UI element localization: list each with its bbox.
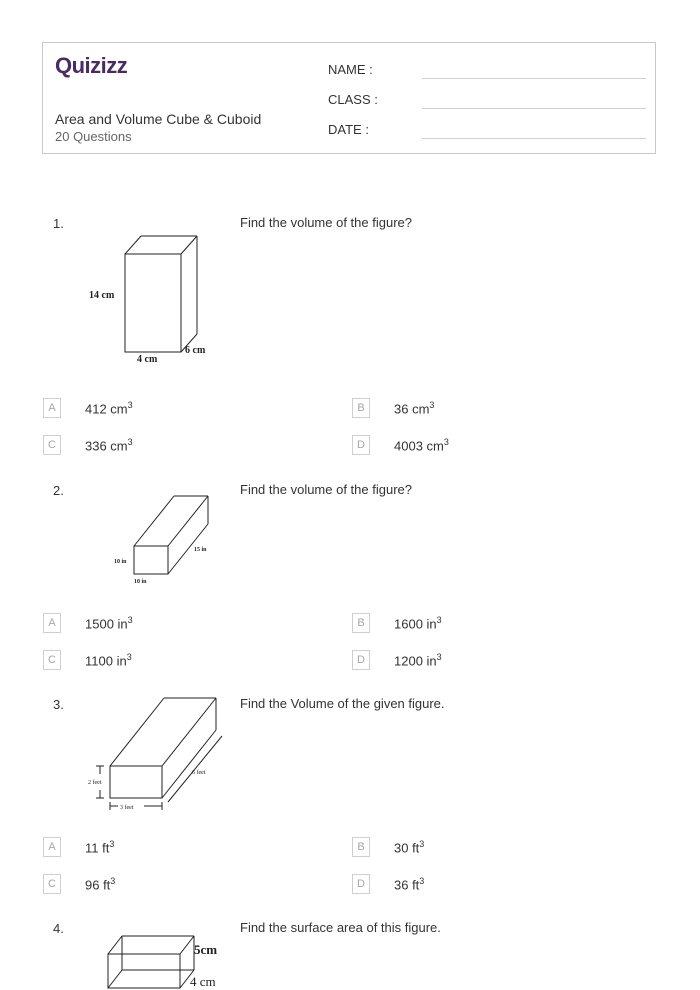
q2-width-label: 10 in <box>134 579 147 585</box>
question-3-option-d[interactable] <box>352 874 424 894</box>
q2-height-label: 10 in <box>114 559 127 565</box>
name-label: NAME : <box>328 62 373 77</box>
question-4-figure <box>100 928 230 990</box>
option-value: 336 $cm^3$ <box>85 436 133 454</box>
option-value: 4003 $cm^3$ <box>394 436 449 454</box>
question-1-option-a[interactable] <box>43 398 133 418</box>
question-3-option-c[interactable] <box>43 874 115 894</box>
class-label: CLASS : <box>328 92 378 107</box>
q1-depth-label: 6 cm <box>185 345 206 356</box>
option-value: 1200 $in^3$ <box>394 651 442 669</box>
quizizz-logo: Quizizz <box>55 53 128 78</box>
q4-height-label: 5cm <box>194 942 218 957</box>
question-1-figure <box>85 228 225 370</box>
question-1-option-d[interactable] <box>352 435 449 455</box>
q3-width-label: 3 feet <box>120 805 134 811</box>
option-letter: D <box>352 874 370 894</box>
q3-length-label: 6 feet <box>192 770 206 776</box>
question-3-number: 3. <box>53 697 64 712</box>
question-2-option-b[interactable] <box>352 613 442 633</box>
q1-height-label: 14 cm <box>89 290 115 301</box>
question-4-text: Find the surface area of this figure. <box>240 920 441 935</box>
question-count: 20 Questions <box>55 129 132 144</box>
option-letter: B <box>352 398 370 418</box>
option-letter: D <box>352 650 370 670</box>
option-letter: B <box>352 837 370 857</box>
option-value: 1100 $in^3$ <box>85 651 132 669</box>
option-value: 96 $ft^3$ <box>85 875 116 893</box>
question-2-figure <box>108 490 218 590</box>
question-3-option-b[interactable] <box>352 837 424 857</box>
question-3-figure <box>82 690 227 820</box>
q1-width-label: 4 cm <box>137 354 158 365</box>
option-letter: C <box>43 874 61 894</box>
option-value: 30 $ft^3$ <box>394 838 425 856</box>
option-letter: A <box>43 837 61 857</box>
option-letter: A <box>43 613 61 633</box>
option-value: 36 $ft^3$ <box>394 875 425 893</box>
question-3-text: Find the Volume of the given figure. <box>240 696 445 711</box>
name-field-line[interactable] <box>422 78 646 79</box>
option-value: 412 $cm^3$ <box>85 399 133 417</box>
question-3-option-a[interactable] <box>43 837 114 857</box>
q4-depth-label: 4 cm <box>190 974 216 989</box>
question-2-text: Find the volume of the figure? <box>240 482 412 497</box>
question-2-option-a[interactable] <box>43 613 133 633</box>
date-label: DATE : <box>328 122 369 137</box>
question-2-option-c[interactable] <box>43 650 132 670</box>
option-value: 11 $ft^3$ <box>85 838 115 856</box>
worksheet-title: Area and Volume Cube & Cuboid <box>55 111 262 127</box>
question-1-option-b[interactable] <box>352 398 434 418</box>
question-4-number: 4. <box>53 921 64 936</box>
question-2-number: 2. <box>53 483 64 498</box>
class-field-line[interactable] <box>422 108 646 109</box>
option-letter: A <box>43 398 61 418</box>
q2-length-label: 15 in <box>194 547 207 553</box>
q3-height-label: 2 feet <box>88 780 102 786</box>
date-field-line[interactable] <box>422 138 646 139</box>
option-letter: B <box>352 613 370 633</box>
option-letter: C <box>43 435 61 455</box>
option-letter: D <box>352 435 370 455</box>
question-1-number: 1. <box>53 216 64 231</box>
option-letter: C <box>43 650 61 670</box>
option-value: 1500 $in^3$ <box>85 614 133 632</box>
option-value: 36 $cm^3$ <box>394 399 435 417</box>
question-1-text: Find the volume of the figure? <box>240 215 412 230</box>
question-1-option-c[interactable] <box>43 435 133 455</box>
option-value: 1600 $in^3$ <box>394 614 442 632</box>
question-2-option-d[interactable] <box>352 650 442 670</box>
